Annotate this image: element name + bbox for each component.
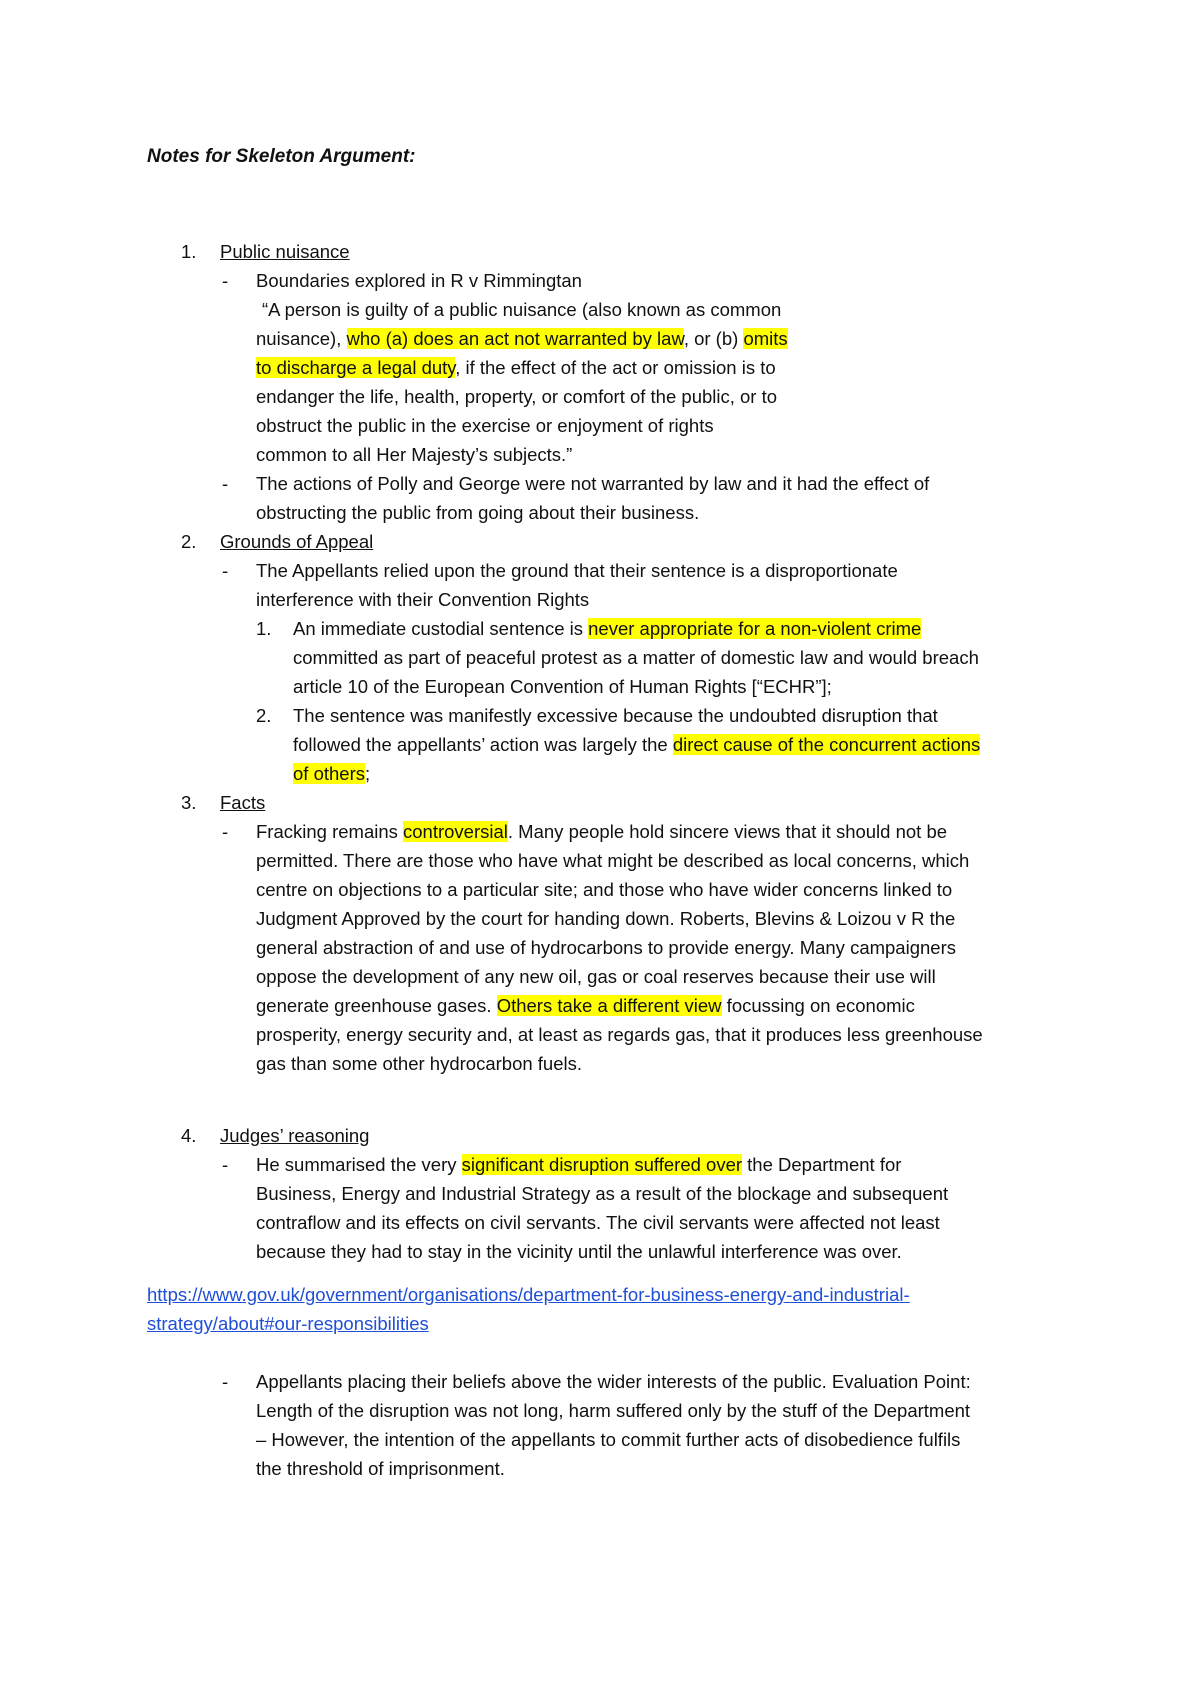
highlighted-text: to discharge a legal duty <box>256 357 456 378</box>
ground-2-line-3 <box>293 762 370 786</box>
ground-text: followed the appellants’ action was largely the <box>293 734 673 755</box>
facts-text: . Many people hold sincere views that it should not be <box>507 821 948 842</box>
facts-line-4: Judgment Approved by the court for handing down. Roberts, Blevins & Loizou v R the <box>256 908 956 929</box>
reasoning-line-3: contraflow and its effects on civil servants. The civil servants were affected not least <box>256 1212 940 1233</box>
facts-text: Fracking remains <box>256 821 404 842</box>
section-1-bullet-2-line-1: The actions of Polly and George were not warranted by law and it had the effect of <box>256 473 930 494</box>
quote-line-4: endanger the life, health, property, or comfort of the public, or to <box>256 386 778 407</box>
highlighted-text: omits <box>743 328 788 349</box>
quote-line-3 <box>256 356 776 380</box>
ground-2-line-2 <box>293 733 980 757</box>
facts-line-8: prosperity, energy security and, at least as regards gas, that it produces less greenhouse <box>256 1024 983 1045</box>
quote-line-2 <box>256 327 788 351</box>
quote-text: , or (b) <box>683 328 744 349</box>
section-1-heading: Public nuisance <box>220 241 350 262</box>
section-1-bullet-1: Boundaries explored in R v Rimmingtan <box>256 270 582 291</box>
facts-line-1 <box>256 820 947 844</box>
highlighted-text: significant disruption suffered over <box>461 1154 743 1175</box>
reasoning-text: the Department for <box>742 1154 902 1175</box>
bullet-dash: - <box>222 1154 229 1175</box>
highlighted-text: who (a) does an act not warranted by law <box>346 328 684 349</box>
quote-line-6: common to all Her Majesty’s subjects.” <box>256 444 573 465</box>
facts-text: generate greenhouse gases. <box>256 995 497 1016</box>
facts-line-2: permitted. There are those who have what might be described as local concerns, which <box>256 850 970 871</box>
section-4-heading: Judges’ reasoning <box>220 1125 370 1146</box>
bullet-dash: - <box>222 560 229 581</box>
facts-text: focussing on economic <box>721 995 915 1016</box>
ground-2-line-1: The sentence was manifestly excessive because the undoubted disruption that <box>293 705 938 726</box>
facts-line-7 <box>256 994 915 1018</box>
gov-uk-link-line-2[interactable]: strategy/about#our-responsibilities <box>147 1313 429 1334</box>
ground-text: ; <box>365 763 371 784</box>
ground-1-line-2: committed as part of peaceful protest as a matter of domestic law and would breach <box>293 647 979 668</box>
evaluation-line-3: – However, the intention of the appellants to commit further acts of disobedience fulfils <box>256 1429 961 1450</box>
section-4-number: 4. <box>181 1125 197 1146</box>
highlighted-text: direct cause of the concurrent actions <box>672 734 981 755</box>
quote-text: , if the effect of the act or omission is to <box>455 357 776 378</box>
gov-uk-link-line-1[interactable]: https://www.gov.uk/government/organisations/department-for-business-energy-and-industrial- <box>147 1284 910 1305</box>
facts-line-9: gas than some other hydrocarbon fuels. <box>256 1053 582 1074</box>
reasoning-line-1 <box>256 1153 901 1177</box>
section-3-number: 3. <box>181 792 197 813</box>
bullet-dash: - <box>222 473 229 494</box>
section-2-heading: Grounds of Appeal <box>220 531 374 552</box>
evaluation-line-4: the threshold of imprisonment. <box>256 1458 505 1479</box>
highlighted-text: Others take a different view <box>496 995 722 1016</box>
section-1-bullet-2-line-2: obstructing the public from going about their business. <box>256 502 700 523</box>
facts-line-5: general abstraction of and use of hydrocarbons to provide energy. Many campaigners <box>256 937 956 958</box>
bullet-dash: - <box>222 270 229 291</box>
document-title: Notes for Skeleton Argument: <box>147 146 416 167</box>
section-1-number: 1. <box>181 241 197 262</box>
section-2-number: 2. <box>181 531 197 552</box>
highlighted-text: of others <box>293 763 365 784</box>
evaluation-line-1: Appellants placing their beliefs above the wider interests of the public. Evaluation Point: <box>256 1371 971 1392</box>
facts-line-3: centre on objections to a particular site; and those who have wider concerns linked to <box>256 879 953 900</box>
highlighted-text: controversial <box>403 821 508 842</box>
section-2-bullet-line-2: interference with their Convention Rights <box>256 589 590 610</box>
reasoning-text: He summarised the very <box>256 1154 462 1175</box>
highlighted-text: never appropriate for a non-violent crime <box>588 618 922 639</box>
quote-text: nuisance), <box>256 328 347 349</box>
facts-line-6: oppose the development of any new oil, gas or coal reserves because their use will <box>256 966 936 987</box>
section-2-bullet-line-1: The Appellants relied upon the ground that their sentence is a disproportionate <box>256 560 898 581</box>
section-3-heading: Facts <box>220 792 266 813</box>
ground-text: An immediate custodial sentence is <box>293 618 589 639</box>
quote-line-1: “A person is guilty of a public nuisance (also known as common <box>262 299 782 320</box>
quote-line-5: obstruct the public in the exercise or enjoyment of rights <box>256 415 714 436</box>
ground-1-number: 1. <box>256 618 272 639</box>
bullet-dash: - <box>222 821 229 842</box>
evaluation-line-2: Length of the disruption was not long, harm suffered only by the stuff of the Department <box>256 1400 971 1421</box>
ground-1-line-1 <box>293 617 921 641</box>
reasoning-line-2: Business, Energy and Industrial Strategy as a result of the blockage and subsequent <box>256 1183 949 1204</box>
reasoning-line-4: because they had to stay in the vicinity until the unlawful interference was over. <box>256 1241 902 1262</box>
bullet-dash: - <box>222 1371 229 1392</box>
ground-1-line-3: article 10 of the European Convention of Human Rights [“ECHR”]; <box>293 676 832 697</box>
ground-2-number: 2. <box>256 705 272 726</box>
